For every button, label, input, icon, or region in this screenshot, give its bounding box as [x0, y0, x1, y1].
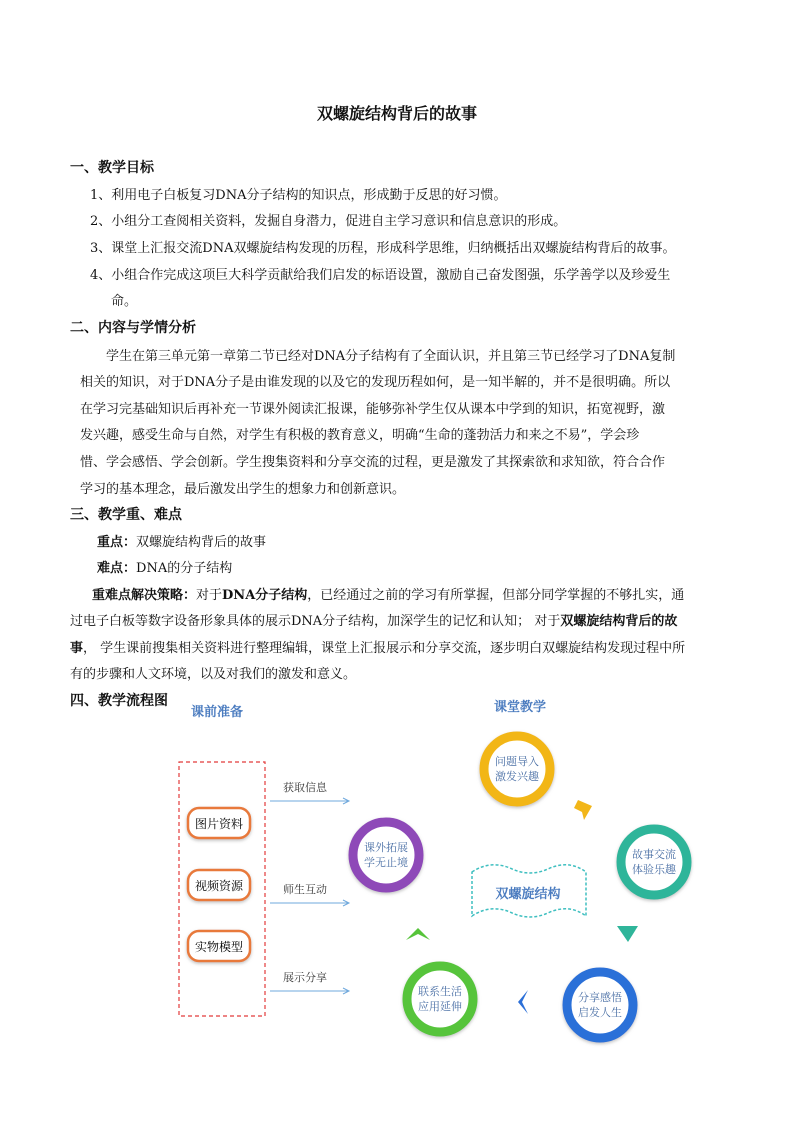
goal-item: 4、小组合作完成这项巨大科学贡献给我们启发的标语设置，激励自己奋发图强，乐学善学以及珍爱生: [90, 268, 671, 283]
flow-circle-text: 学无止境: [364, 856, 408, 869]
center-ribbon: [472, 865, 586, 917]
flow-circle-ring: [353, 822, 419, 888]
section-flow-heading: 四、教学流程图: [70, 693, 168, 709]
strategy-text: ，已经通过之前的学习有所掌握，但部分同学掌握的不够扎实，通: [307, 588, 685, 603]
flow-circle-text: 课外拓展: [364, 841, 408, 854]
analysis-line: 在学习完基础知识后再补充一节课外阅读汇报课，能够弥补学生仅从课本中学到的知识，拓宽视野，激: [80, 402, 666, 417]
flow-circle: [484, 736, 550, 802]
strategy-line: 有的步骤和人文环境，以及对我们的激发和意义。: [70, 667, 357, 682]
flow-circle-text: 应用延伸: [418, 1000, 462, 1013]
arrow-label: 获取信息: [283, 781, 327, 794]
goal-item: 命。: [111, 294, 138, 309]
pre-class-title: 课前准备: [191, 705, 244, 720]
flow-circle-ring: [484, 736, 550, 802]
right-arrow-icon: [270, 900, 349, 906]
strategy-text: 过电子白板等数字设备形象具体的展示DNA分子结构，加深学生的记忆和认知； 对于: [70, 614, 561, 629]
flow-circle-text: 启发人生: [578, 1006, 622, 1019]
strategy-label: 重难点解决策略：: [92, 588, 197, 603]
section-analysis-heading: 二、内容与学情分析: [70, 320, 196, 336]
strategy-bold: 事: [70, 641, 84, 656]
flow-circle-ring: [621, 829, 687, 895]
section-keypoints-heading: 三、教学重、难点: [70, 507, 182, 523]
flow-circle-text: 分享感悟: [578, 991, 622, 1004]
chevron-left-icon: [518, 990, 528, 1014]
flow-circle-text: 问题导入: [495, 755, 539, 768]
chevron-up-icon: [406, 928, 430, 940]
analysis-line: 惜、学会感悟、学会创新。学生搜集资料和分享交流的过程，更是激发了其探索欲和求知欲，符合合作: [80, 455, 666, 470]
flow-circle: [567, 972, 633, 1038]
center-label: 双螺旋结构: [495, 887, 561, 902]
analysis-line: 学生在第三单元第一章第二节已经对DNA分子结构有了全面认识，并且第三节已经学习了DNA复制: [106, 349, 676, 364]
classroom-title: 课堂教学: [494, 700, 547, 715]
pre-item-pill: [188, 808, 250, 838]
right-arrow-icon: [270, 798, 349, 804]
pre-item-pill: [188, 931, 250, 961]
flow-circle: [407, 966, 473, 1032]
flow-circle: [353, 822, 419, 888]
flow-circle-text: 故事交流: [632, 848, 676, 861]
chevron-right-icon: [574, 800, 592, 820]
key-point-text: 双螺旋结构背后的故事: [136, 535, 267, 550]
pre-item-label: 图片资料: [194, 817, 244, 831]
flow-circle-text: 体验乐趣: [632, 863, 676, 876]
arrow-label: 展示分享: [283, 971, 327, 984]
flow-circle-ring: [407, 966, 473, 1032]
analysis-line: 发兴趣，感受生命与自然，对学生有积极的教育意义，明确“生命的蓬勃活力和来之不易”，学会珍: [80, 428, 640, 443]
difficult-point-label: 难点：: [97, 561, 137, 576]
section-goals-heading: 一、教学目标: [70, 160, 154, 176]
flow-circle: [621, 829, 687, 895]
pre-item-pill: [188, 870, 250, 900]
arrow-label: 师生互动: [283, 883, 327, 896]
strategy-text: 对于: [196, 588, 223, 603]
flow-circle-text: 联系生活: [418, 985, 462, 998]
flow-circle-ring: [567, 972, 633, 1038]
pre-item-label: 视频资源: [194, 879, 244, 893]
chevron-down-icon: [617, 926, 638, 942]
goal-item: 3、课堂上汇报交流DNA双螺旋结构发现的历程，形成科学思维，归纳概括出双螺旋结构背后的故事。: [90, 241, 676, 256]
strategy-bold: 双螺旋结构背后的故: [560, 614, 678, 629]
goal-item: 2、小组分工查阅相关资料，发掘自身潜力，促进自主学习意识和信息意识的形成。: [90, 214, 567, 229]
analysis-line: 学习的基本理念，最后激发出学生的想象力和创新意识。: [80, 482, 406, 497]
strategy-text: ， 学生课前搜集相关资料进行整理编辑，课堂上汇报展示和分享交流，逐步明白双螺旋结构发现过程中所: [83, 641, 686, 656]
goal-item: 1、利用电子白板复习DNA分子结构的知识点，形成勤于反思的好习惯。: [90, 188, 507, 203]
strategy-bold: DNA分子结构: [222, 588, 308, 603]
pre-item-label: 实物模型: [194, 940, 244, 954]
key-point-label: 重点：: [97, 535, 137, 550]
difficult-point-text: DNA的分子结构: [136, 561, 233, 576]
analysis-line: 相关的知识，对于DNA分子是由谁发现的以及它的发现历程如何，是一知半解的，并不是很明确。所以: [80, 375, 671, 390]
flow-circle-text: 激发兴趣: [495, 770, 539, 783]
page-title: 双螺旋结构背后的故事: [316, 104, 477, 123]
right-arrow-icon: [270, 988, 349, 994]
